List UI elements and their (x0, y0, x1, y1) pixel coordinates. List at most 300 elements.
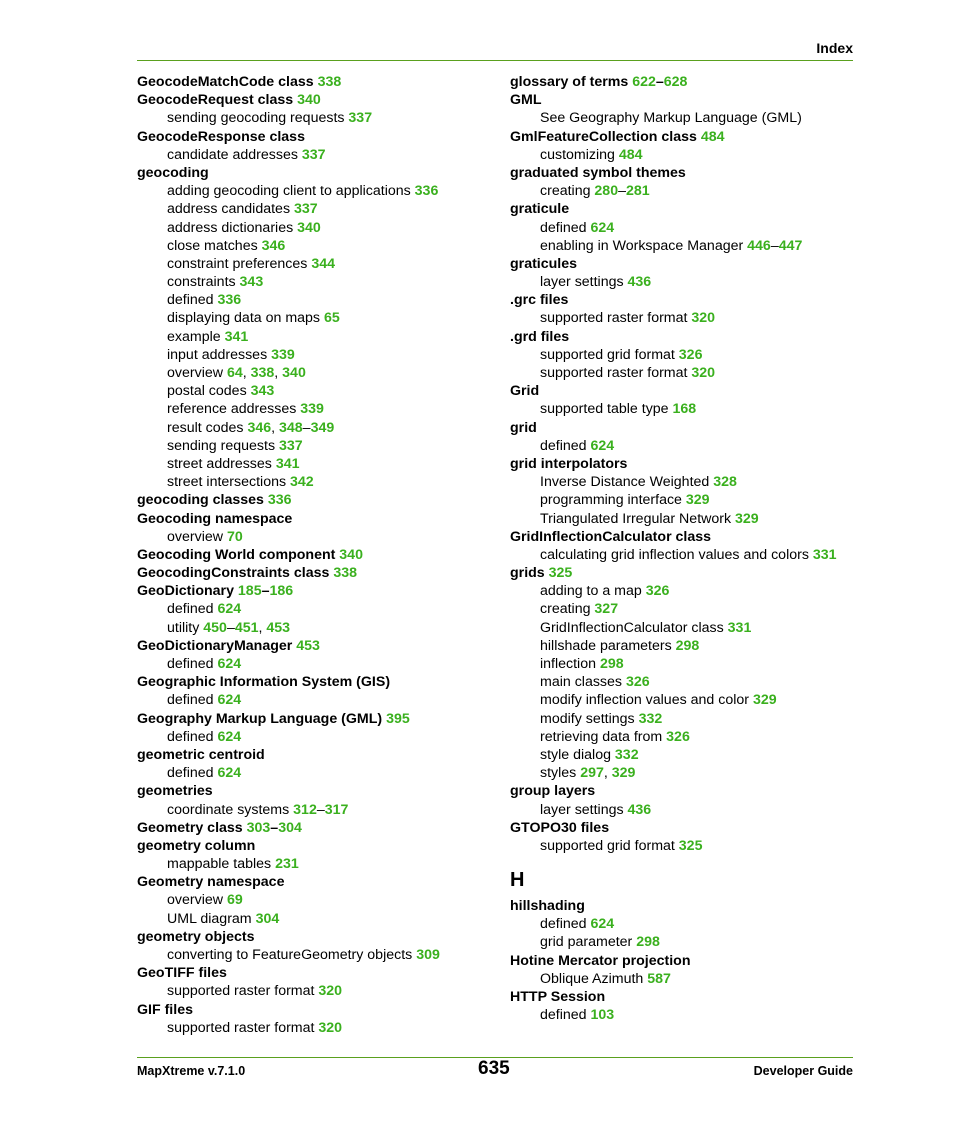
page-link[interactable]: 337 (301, 146, 326, 163)
page-link[interactable]: 337 (348, 110, 373, 127)
entry-text: overview (167, 528, 227, 545)
entry-text: supported grid format (540, 837, 679, 854)
index-entry (510, 419, 860, 437)
entry-text: example (167, 328, 225, 345)
header-rule (137, 60, 853, 61)
page-link[interactable]: 332 (614, 746, 639, 763)
page-link[interactable]: 453 (266, 619, 291, 636)
entry-text: inflection (540, 656, 600, 672)
index-subentry (137, 419, 497, 437)
index-subentry (510, 546, 860, 564)
page-separator: – (261, 583, 270, 600)
index-subentry (137, 400, 497, 418)
page-link[interactable]: 309 (416, 947, 440, 963)
page-link[interactable]: 317 (324, 801, 349, 818)
page-link[interactable]: 624 (590, 916, 615, 933)
page-link[interactable]: 342 (290, 474, 314, 491)
index-subentry (137, 855, 497, 873)
index-subentry (510, 510, 860, 528)
index-subentry (137, 600, 497, 618)
page-link[interactable]: 336 (414, 183, 439, 200)
index-subentry (510, 801, 860, 819)
index-entry (510, 988, 860, 1006)
index-subentry (137, 219, 497, 237)
entry-text: group layers (510, 783, 596, 800)
page-link[interactable]: 628 (663, 74, 688, 90)
entry-text: creating (540, 601, 595, 618)
header-title: Index (816, 40, 853, 56)
page-link[interactable]: 453 (296, 637, 320, 654)
page-link[interactable]: 624 (217, 601, 242, 618)
entry-text: GTOPO30 files (510, 819, 610, 836)
entry-text: GeoDictionaryManager (137, 637, 297, 654)
entry-text: defined (167, 656, 218, 672)
entry-text: HTTP Session (510, 989, 606, 1005)
index-subentry (510, 273, 860, 291)
entry-text: Inverse Distance Weighted (540, 474, 714, 491)
entry-text: utility (167, 619, 204, 636)
entry-text: layer settings (540, 801, 628, 818)
index-subentry (510, 237, 860, 255)
page-separator: , (242, 365, 251, 381)
index-subentry (510, 600, 860, 618)
entry-text: supported raster format (167, 1019, 319, 1036)
entry-text: defined (540, 1007, 591, 1024)
page-link[interactable]: 337 (293, 201, 318, 218)
index-entry (137, 510, 497, 528)
entry-text: GeoTIFF files (137, 965, 227, 982)
page-link[interactable]: 339 (300, 401, 324, 418)
entry-text: input addresses (167, 346, 272, 363)
index-entry (510, 291, 860, 309)
entry-text: Grid (510, 383, 540, 400)
page-link[interactable]: 298 (675, 637, 700, 654)
page-separator: , (271, 419, 279, 436)
page-link[interactable]: 297 (580, 765, 604, 782)
index-entry (137, 819, 497, 837)
entry-text: hillshading (510, 898, 585, 915)
index-entry (137, 873, 497, 891)
page-link[interactable]: 186 (269, 583, 294, 600)
footer-page-number: 635 (478, 1058, 510, 1079)
index-subentry (137, 182, 497, 200)
entry-text: GML (510, 92, 542, 109)
page-separator: , (603, 765, 612, 782)
entry-text: .grd files (510, 328, 570, 345)
index-entry (510, 164, 860, 182)
page-link[interactable]: 450 (203, 619, 227, 636)
page-link[interactable]: 340 (297, 92, 321, 109)
index-column-left (137, 73, 497, 1037)
page-link[interactable]: 446 (747, 237, 771, 254)
entry-text: Geometry namespace (137, 874, 285, 891)
entry-text: GridInflectionCalculator class (540, 619, 728, 636)
index-subentry (137, 891, 497, 909)
entry-text: defined (167, 765, 218, 782)
index-entry (510, 897, 860, 915)
index-entry (510, 382, 860, 400)
entry-text: Geographic Information System (GIS) (137, 674, 391, 691)
page-link[interactable]: 436 (627, 274, 652, 291)
entry-text: Hotine Mercator projection (510, 952, 691, 969)
index-subentry (510, 182, 860, 200)
page-link[interactable]: 303 (246, 819, 271, 836)
entry-text: result codes (167, 419, 248, 436)
entry-text: close matches (167, 237, 262, 254)
entry-text: street addresses (167, 455, 276, 472)
page-link[interactable]: 65 (323, 310, 340, 327)
page-link[interactable]: 329 (752, 692, 777, 709)
index-subentry (137, 946, 497, 964)
index-subentry (137, 364, 497, 382)
entry-text: Geometry class (137, 819, 247, 836)
entry-text: graticule (510, 201, 570, 218)
index-subentry (137, 655, 497, 673)
entry-text: sending geocoding requests (167, 110, 349, 127)
index-entry (510, 128, 860, 146)
index-subentry (510, 728, 860, 746)
entry-text: Oblique Azimuth (540, 970, 648, 987)
entry-text: See Geography Markup Language (GML) (540, 110, 802, 127)
page-link[interactable]: 331 (812, 546, 837, 563)
entry-text: GeocodeMatchCode class (137, 74, 318, 90)
entry-text: main classes (540, 674, 626, 691)
index-entry (137, 491, 497, 509)
index-subentry (137, 728, 497, 746)
index-subentry (137, 455, 497, 473)
page-link[interactable]: 103 (590, 1007, 615, 1024)
index-entry (510, 73, 860, 91)
index-subentry (137, 801, 497, 819)
page-link[interactable]: 348 (279, 419, 303, 436)
entry-text: Geography Markup Language (GML) (137, 710, 387, 727)
entry-text: overview (167, 365, 227, 381)
entry-text: creating (540, 183, 595, 200)
page-link[interactable]: 346 (261, 237, 286, 254)
entry-text: supported raster format (540, 310, 692, 327)
entry-text: GeocodeRequest class (137, 92, 298, 109)
page-link[interactable]: 70 (226, 528, 243, 545)
page-link[interactable]: 332 (638, 710, 663, 727)
page-link[interactable]: 304 (278, 819, 302, 836)
entry-text: constraint preferences (167, 255, 312, 272)
page-link[interactable]: 329 (611, 765, 636, 782)
page-link[interactable]: 326 (625, 674, 650, 691)
page-link[interactable]: 326 (678, 346, 703, 363)
page-link[interactable]: 312 (293, 801, 317, 818)
entry-text: constraints (167, 274, 240, 291)
page-link[interactable]: 320 (691, 365, 716, 381)
page-link[interactable]: 325 (678, 837, 703, 854)
entry-text: enabling in Workspace Manager (540, 237, 748, 254)
entry-text: defined (167, 601, 218, 618)
page-link[interactable]: 185 (237, 583, 262, 600)
entry-text: GeocodeResponse class (137, 128, 305, 145)
index-subentry (510, 491, 860, 509)
index-subentry (137, 437, 497, 455)
entry-text: supported raster format (540, 365, 692, 381)
entry-text: geometric centroid (137, 746, 265, 763)
section-gap (510, 855, 860, 865)
entry-text: Geocoding World component (137, 546, 340, 563)
index-entry (137, 964, 497, 982)
entry-text: converting to FeatureGeometry objects (167, 947, 417, 963)
page-link[interactable]: 395 (386, 710, 410, 727)
entry-text: customizing (540, 146, 619, 163)
index-subentry (510, 219, 860, 237)
page-link[interactable]: 340 (339, 546, 363, 563)
index-subentry (510, 619, 860, 637)
entry-text: GridInflectionCalculator class (510, 528, 712, 545)
entry-text: geocoding classes (137, 492, 268, 509)
index-subentry (137, 291, 497, 309)
index-subentry (510, 109, 860, 127)
index-subentry (137, 910, 497, 928)
page-link[interactable]: 320 (318, 1019, 343, 1036)
entry-text: geometry column (137, 837, 256, 854)
page-link[interactable]: 69 (226, 892, 243, 909)
entry-text: adding geocoding client to applications (167, 183, 415, 200)
page-separator: – (618, 183, 626, 200)
index-entry (510, 91, 860, 109)
index-subentry (510, 400, 860, 418)
entry-text: GIF files (137, 1001, 193, 1018)
entry-text: grid interpolators (510, 455, 628, 472)
page-link[interactable]: 336 (267, 492, 292, 509)
index-entry (137, 782, 497, 800)
index-entry (510, 528, 860, 546)
page-separator: – (316, 801, 325, 818)
page-link[interactable]: 329 (735, 510, 759, 527)
entry-text: defined (167, 692, 218, 709)
page-separator: , (258, 619, 267, 636)
page-link[interactable]: 168 (672, 401, 697, 418)
index-subentry (137, 237, 497, 255)
entry-text: defined (540, 437, 591, 454)
index-subentry (510, 970, 860, 988)
index-subentry (510, 437, 860, 455)
index-subentry (137, 382, 497, 400)
page-link[interactable]: 331 (727, 619, 752, 636)
index-subentry (137, 619, 497, 637)
entry-text: supported raster format (167, 983, 319, 1000)
index-subentry (137, 982, 497, 1000)
page-link[interactable]: 349 (310, 419, 335, 436)
index-entry (137, 128, 497, 146)
index-entry (137, 546, 497, 564)
index-entry (137, 73, 497, 91)
index-entry (137, 746, 497, 764)
page-link[interactable]: 329 (685, 492, 710, 509)
index-entry (137, 1001, 497, 1019)
page-link[interactable]: 624 (217, 728, 242, 745)
entry-text: defined (167, 728, 218, 745)
index-entry (510, 200, 860, 218)
entry-text: defined (540, 219, 591, 236)
page-link[interactable]: 339 (271, 346, 295, 363)
entry-text: street intersections (167, 474, 291, 491)
index-subentry (510, 673, 860, 691)
entry-text: graticules (510, 255, 578, 272)
page-link[interactable]: 587 (647, 970, 671, 987)
page-link[interactable]: 320 (691, 310, 716, 327)
page-link[interactable]: 340 (297, 219, 321, 236)
page-link[interactable]: 337 (279, 437, 303, 454)
index-entry (510, 952, 860, 970)
entry-text: grids (510, 565, 549, 582)
entry-text: reference addresses (167, 401, 301, 418)
index-entry (137, 928, 497, 946)
page-separator: – (226, 619, 235, 636)
index-entry (137, 164, 497, 182)
entry-text: Triangulated Irregular Network (540, 510, 736, 527)
page-link[interactable]: 624 (217, 692, 242, 709)
page-link[interactable]: 624 (217, 765, 242, 782)
entry-text: postal codes (167, 383, 251, 400)
index-subentry (510, 764, 860, 782)
page-link[interactable]: 624 (590, 437, 615, 454)
page-separator: , (274, 365, 283, 381)
page-link[interactable]: 336 (217, 292, 242, 309)
page-link[interactable]: 338 (333, 565, 357, 582)
index-subentry (137, 328, 497, 346)
index-subentry (137, 200, 497, 218)
entry-text: calculating grid inflection values and colors (540, 546, 813, 563)
page-link[interactable]: 326 (666, 728, 690, 745)
page-link[interactable]: 484 (700, 128, 725, 145)
index-column-right (510, 73, 860, 1024)
entry-text: geocoding (137, 164, 209, 181)
index-subentry (510, 1006, 860, 1024)
index-entry (510, 455, 860, 473)
index-subentry (137, 309, 497, 327)
index-subentry (137, 528, 497, 546)
index-subentry (137, 473, 497, 491)
page-link[interactable]: 340 (282, 365, 306, 381)
entry-text: hillshade parameters (540, 637, 676, 654)
index-subentry (510, 364, 860, 382)
page-link[interactable]: 343 (239, 274, 264, 291)
page-link[interactable]: 436 (627, 801, 652, 818)
index-entry (137, 582, 497, 600)
section-letter: H (510, 869, 525, 892)
index-subentry (137, 109, 497, 127)
index-subentry (510, 710, 860, 728)
index-entry (137, 637, 497, 655)
page-link[interactable]: 281 (625, 183, 650, 200)
page-link[interactable]: 64 (226, 365, 243, 381)
entry-text: Geocoding namespace (137, 510, 293, 527)
page-link[interactable]: 341 (224, 328, 249, 345)
entry-text: retrieving data from (540, 728, 667, 745)
footer-product: MapXtreme v.7.1.0 (137, 1064, 246, 1078)
page-link[interactable]: 447 (778, 237, 803, 254)
index-subentry (510, 473, 860, 491)
entry-text: geometries (137, 783, 213, 800)
page-link[interactable]: 327 (594, 601, 619, 618)
entry-text: displaying data on maps (167, 310, 324, 327)
page-link[interactable]: 326 (645, 583, 670, 600)
entry-text: candidate addresses (167, 146, 302, 163)
index-entry (137, 710, 497, 728)
entry-text: adding to a map (540, 583, 646, 600)
entry-text: GmlFeatureCollection class (510, 128, 701, 145)
entry-text: GeoDictionary (137, 583, 238, 600)
page-separator: – (302, 419, 311, 436)
page-link[interactable]: 484 (618, 146, 643, 163)
index-subentry (137, 346, 497, 364)
index-subentry (510, 746, 860, 764)
entry-text: geometry objects (137, 928, 255, 945)
index-subentry (510, 837, 860, 855)
page-link[interactable]: 328 (713, 474, 737, 491)
index-subentry (510, 146, 860, 164)
page-link[interactable]: 320 (318, 983, 343, 1000)
page-link[interactable]: 346 (247, 419, 272, 436)
entry-text: modify inflection values and color (540, 692, 753, 709)
entry-text: UML diagram (167, 910, 256, 927)
entry-text: graduated symbol themes (510, 164, 686, 181)
page-link[interactable]: 624 (217, 656, 242, 672)
page-link[interactable]: 231 (275, 856, 299, 873)
index-entry (510, 782, 860, 800)
index-subentry (137, 146, 497, 164)
page-link[interactable]: 298 (636, 934, 660, 951)
entry-text: glossary of terms (510, 74, 633, 90)
index-subentry (137, 273, 497, 291)
page-link[interactable]: 624 (590, 219, 615, 236)
index-subentry (137, 1019, 497, 1037)
entry-text: layer settings (540, 274, 628, 291)
entry-text: sending requests (167, 437, 279, 454)
index-subentry (510, 309, 860, 327)
entry-text: grid (510, 419, 537, 436)
index-entry (137, 837, 497, 855)
page-link[interactable]: 338 (250, 365, 275, 381)
index-subentry (137, 764, 497, 782)
entry-text: defined (167, 292, 218, 309)
page-link[interactable]: 304 (255, 910, 280, 927)
footer-guide-title: Developer Guide (753, 1064, 853, 1078)
page-link[interactable]: 280 (594, 183, 619, 200)
page-link[interactable]: 622 (632, 74, 656, 90)
page-link[interactable]: 298 (599, 656, 624, 672)
page-link[interactable]: 451 (234, 619, 259, 636)
page-link[interactable]: 344 (311, 255, 335, 272)
index-subentry (510, 655, 860, 673)
page-link[interactable]: 343 (250, 383, 275, 400)
page-link[interactable]: 341 (275, 455, 300, 472)
index-entry (137, 564, 497, 582)
entry-text: coordinate systems (167, 801, 294, 818)
index-subentry (137, 691, 497, 709)
page-separator: – (655, 74, 664, 90)
index-entry (510, 564, 860, 582)
index-entry (510, 255, 860, 273)
entry-text: mappable tables (167, 856, 276, 873)
entry-text: .grc files (510, 292, 569, 309)
entry-text: programming interface (540, 492, 686, 509)
page-link[interactable]: 338 (317, 74, 342, 90)
page-link[interactable]: 325 (548, 565, 573, 582)
page-separator: – (270, 819, 279, 836)
index-subentry (510, 637, 860, 655)
index-subentry (510, 346, 860, 364)
entry-text: supported grid format (540, 346, 679, 363)
index-entry (137, 673, 497, 691)
entry-text: modify settings (540, 710, 639, 727)
entry-text: style dialog (540, 746, 615, 763)
